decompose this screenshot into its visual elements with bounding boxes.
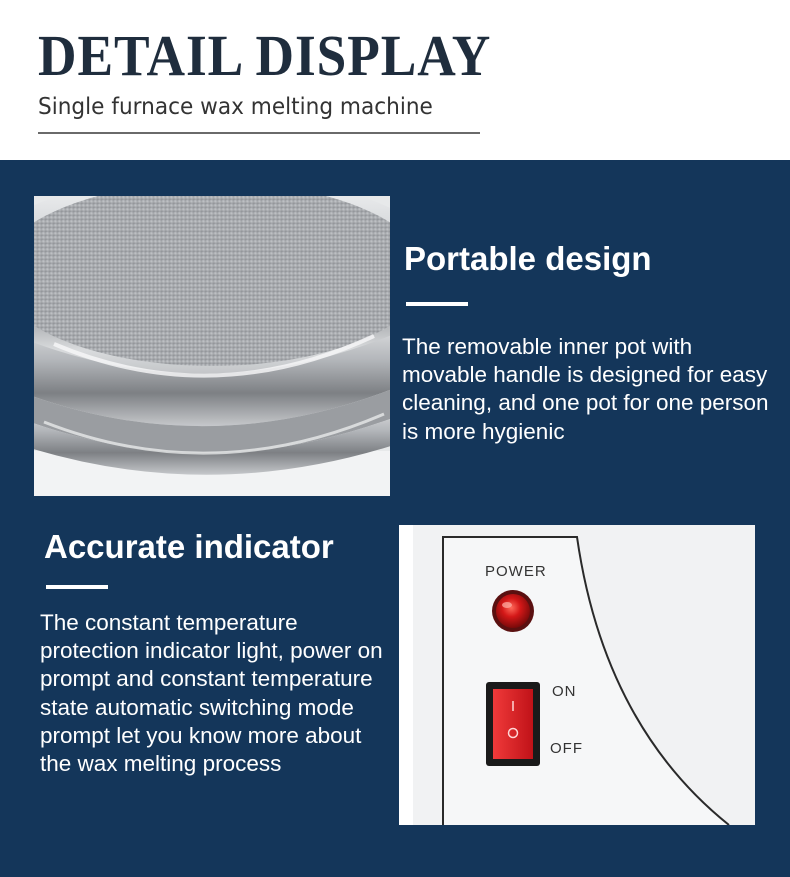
control-panel-photo — [399, 525, 755, 825]
feature-description-indicator: The constant temperature protection indicator light, power on prompt and constant temperature state automatic switching mode prompt let you know more about the wax melting process — [40, 610, 383, 777]
off-label: OFF — [550, 740, 583, 757]
feature-title-portable: Portable design — [404, 240, 652, 277]
header — [0, 0, 790, 160]
on-label: ON — [552, 683, 577, 700]
feature-title-indicator: Accurate indicator — [44, 528, 334, 565]
page-title: DETAIL DISPLAY — [38, 23, 492, 88]
feature-divider — [406, 302, 468, 306]
feature-description-portable: The removable inner pot with movable handle is designed for easy cleaning, and one pot for one person is more hygienic — [402, 334, 769, 444]
power-label: POWER — [485, 563, 547, 580]
subtitle-divider — [38, 132, 480, 134]
feature-divider — [46, 585, 108, 589]
page-subtitle: Single furnace wax melting machine — [38, 94, 433, 120]
wax-pot-photo — [34, 196, 390, 496]
